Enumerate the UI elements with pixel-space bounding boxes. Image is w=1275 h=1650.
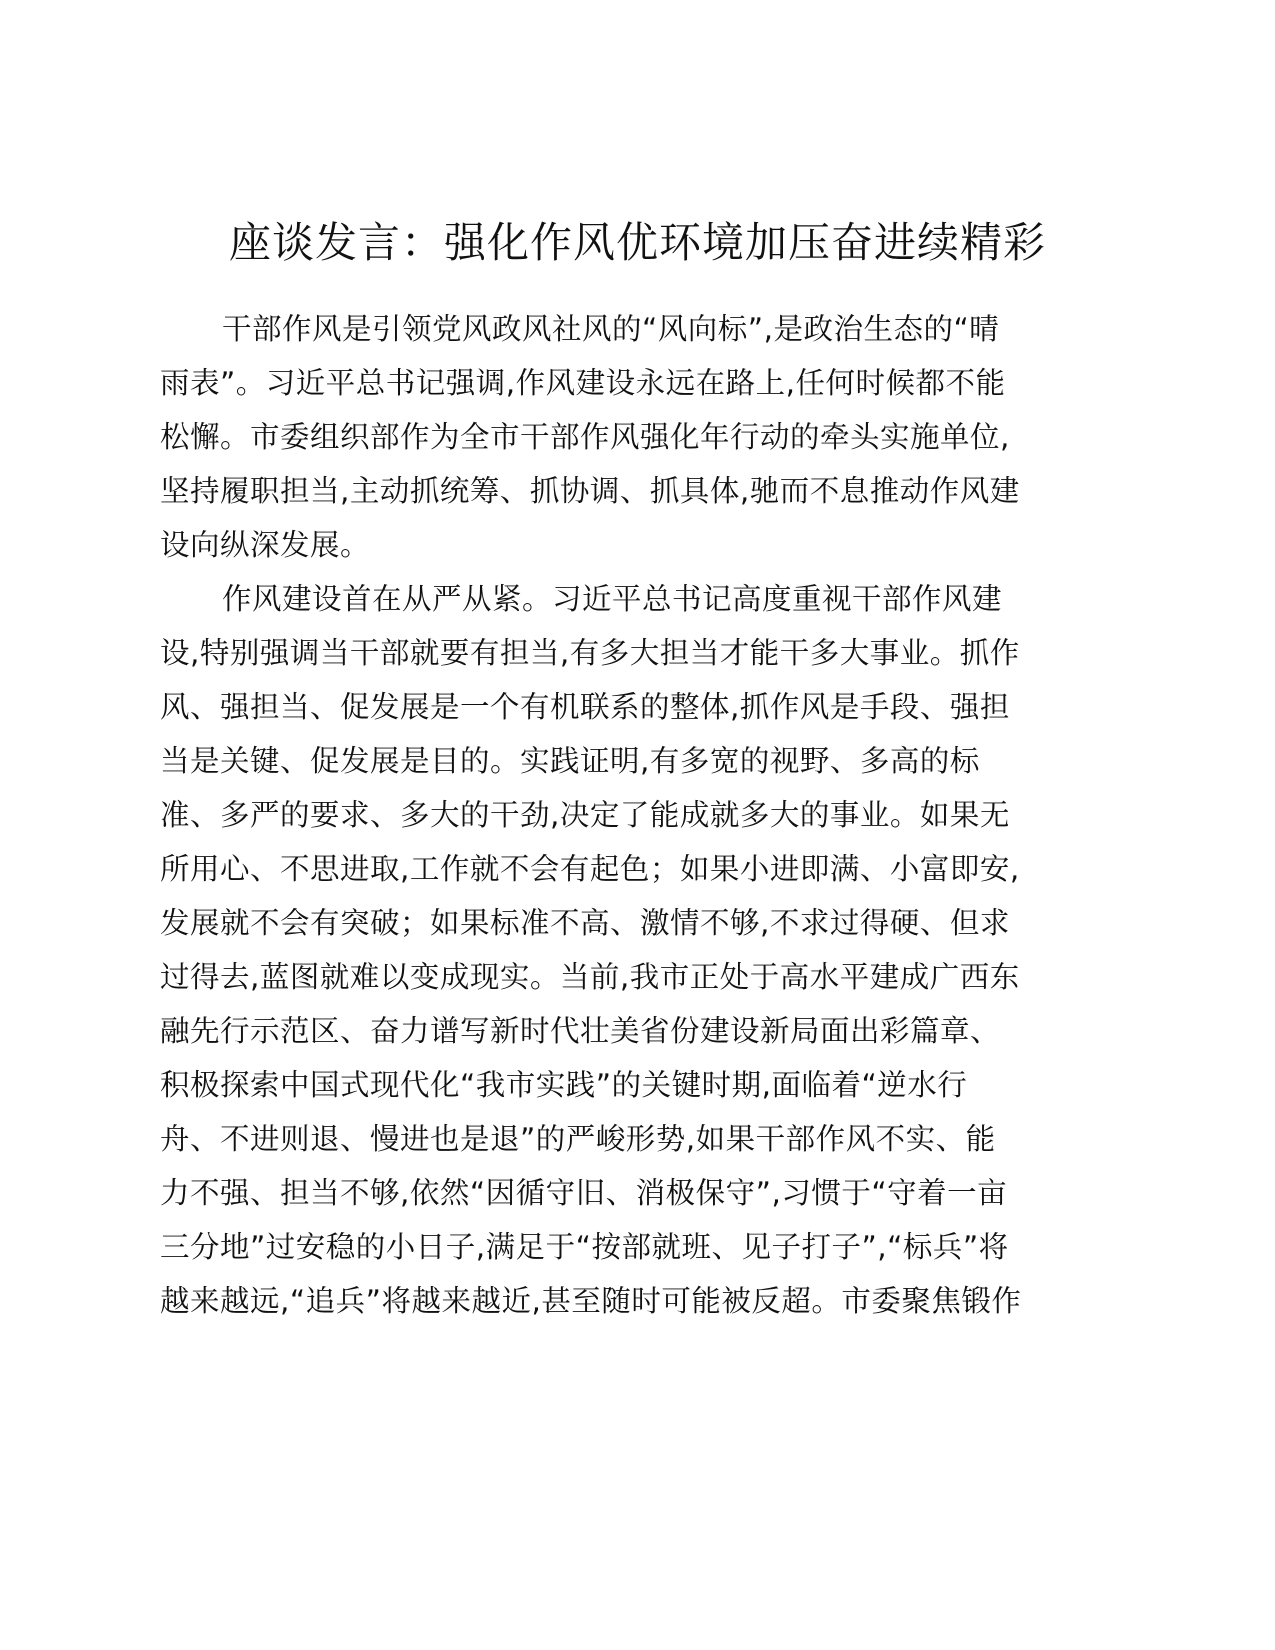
text-line: 设向纵深发展。: [160, 528, 371, 562]
text-line: 作风建设首在从严从紧。习近平总书记高度重视干部作风建: [222, 582, 1003, 616]
document-title: 座谈发言：强化作风优环境加压奋进续精彩: [228, 218, 1046, 267]
paragraph-1: [160, 302, 1118, 572]
text-line: 融先行示范区、奋力谱写新时代壮美省份建设新局面出彩篇章、: [160, 1014, 1001, 1048]
text-line: 设,特别强调当干部就要有担当,有多大担当才能干多大事业。抓作: [160, 636, 1020, 670]
text-line: 越来越远,“追兵”将越来越近,甚至随时可能被反超。市委聚焦锻作: [160, 1284, 1022, 1318]
text-line: 所用心、不思进取,工作就不会有起色；如果小进即满、小富即安,: [160, 852, 1020, 886]
text-line: 雨表”。习近平总书记强调,作风建设永远在路上,任何时候都不能: [160, 366, 1006, 400]
text-line: 松懈。市委组织部作为全市干部作风强化年行动的牵头实施单位,: [160, 420, 1010, 454]
text-line: 当是关键、促发展是目的。实践证明,有多宽的视野、多高的标: [160, 744, 980, 778]
text-line: 积极探索中国式现代化“我市实践”的关键时期,面临着“逆水行: [160, 1068, 968, 1102]
document-body: [160, 302, 1118, 1328]
text-line: 舟、不进则退、慢进也是退”的严峻形势,如果干部作风不实、能: [160, 1122, 996, 1156]
text-line: 干部作风是引领党风政风社风的“风向标”,是政治生态的“晴: [222, 312, 1000, 346]
text-line: 过得去,蓝图就难以变成现实。当前,我市正处于高水平建成广西东: [160, 960, 1020, 994]
text-line: 三分地”过安稳的小日子,满足于“按部就班、见子打子”,“标兵”将: [160, 1230, 1009, 1264]
text-line: 坚持履职担当,主动抓统筹、抓协调、抓具体,驰而不息推动作风建: [160, 474, 1020, 508]
text-line: 准、多严的要求、多大的干劲,决定了能成就多大的事业。如果无: [160, 798, 1010, 832]
paragraph-2: [160, 572, 1118, 1328]
text-line: 力不强、担当不够,依然“因循守旧、消极保守”,习惯于“守着一亩: [160, 1176, 1008, 1210]
text-line: 风、强担当、促发展是一个有机联系的整体,抓作风是手段、强担: [160, 690, 1010, 724]
text-line: 发展就不会有突破；如果标准不高、激情不够,不求过得硬、但求: [160, 906, 1010, 940]
